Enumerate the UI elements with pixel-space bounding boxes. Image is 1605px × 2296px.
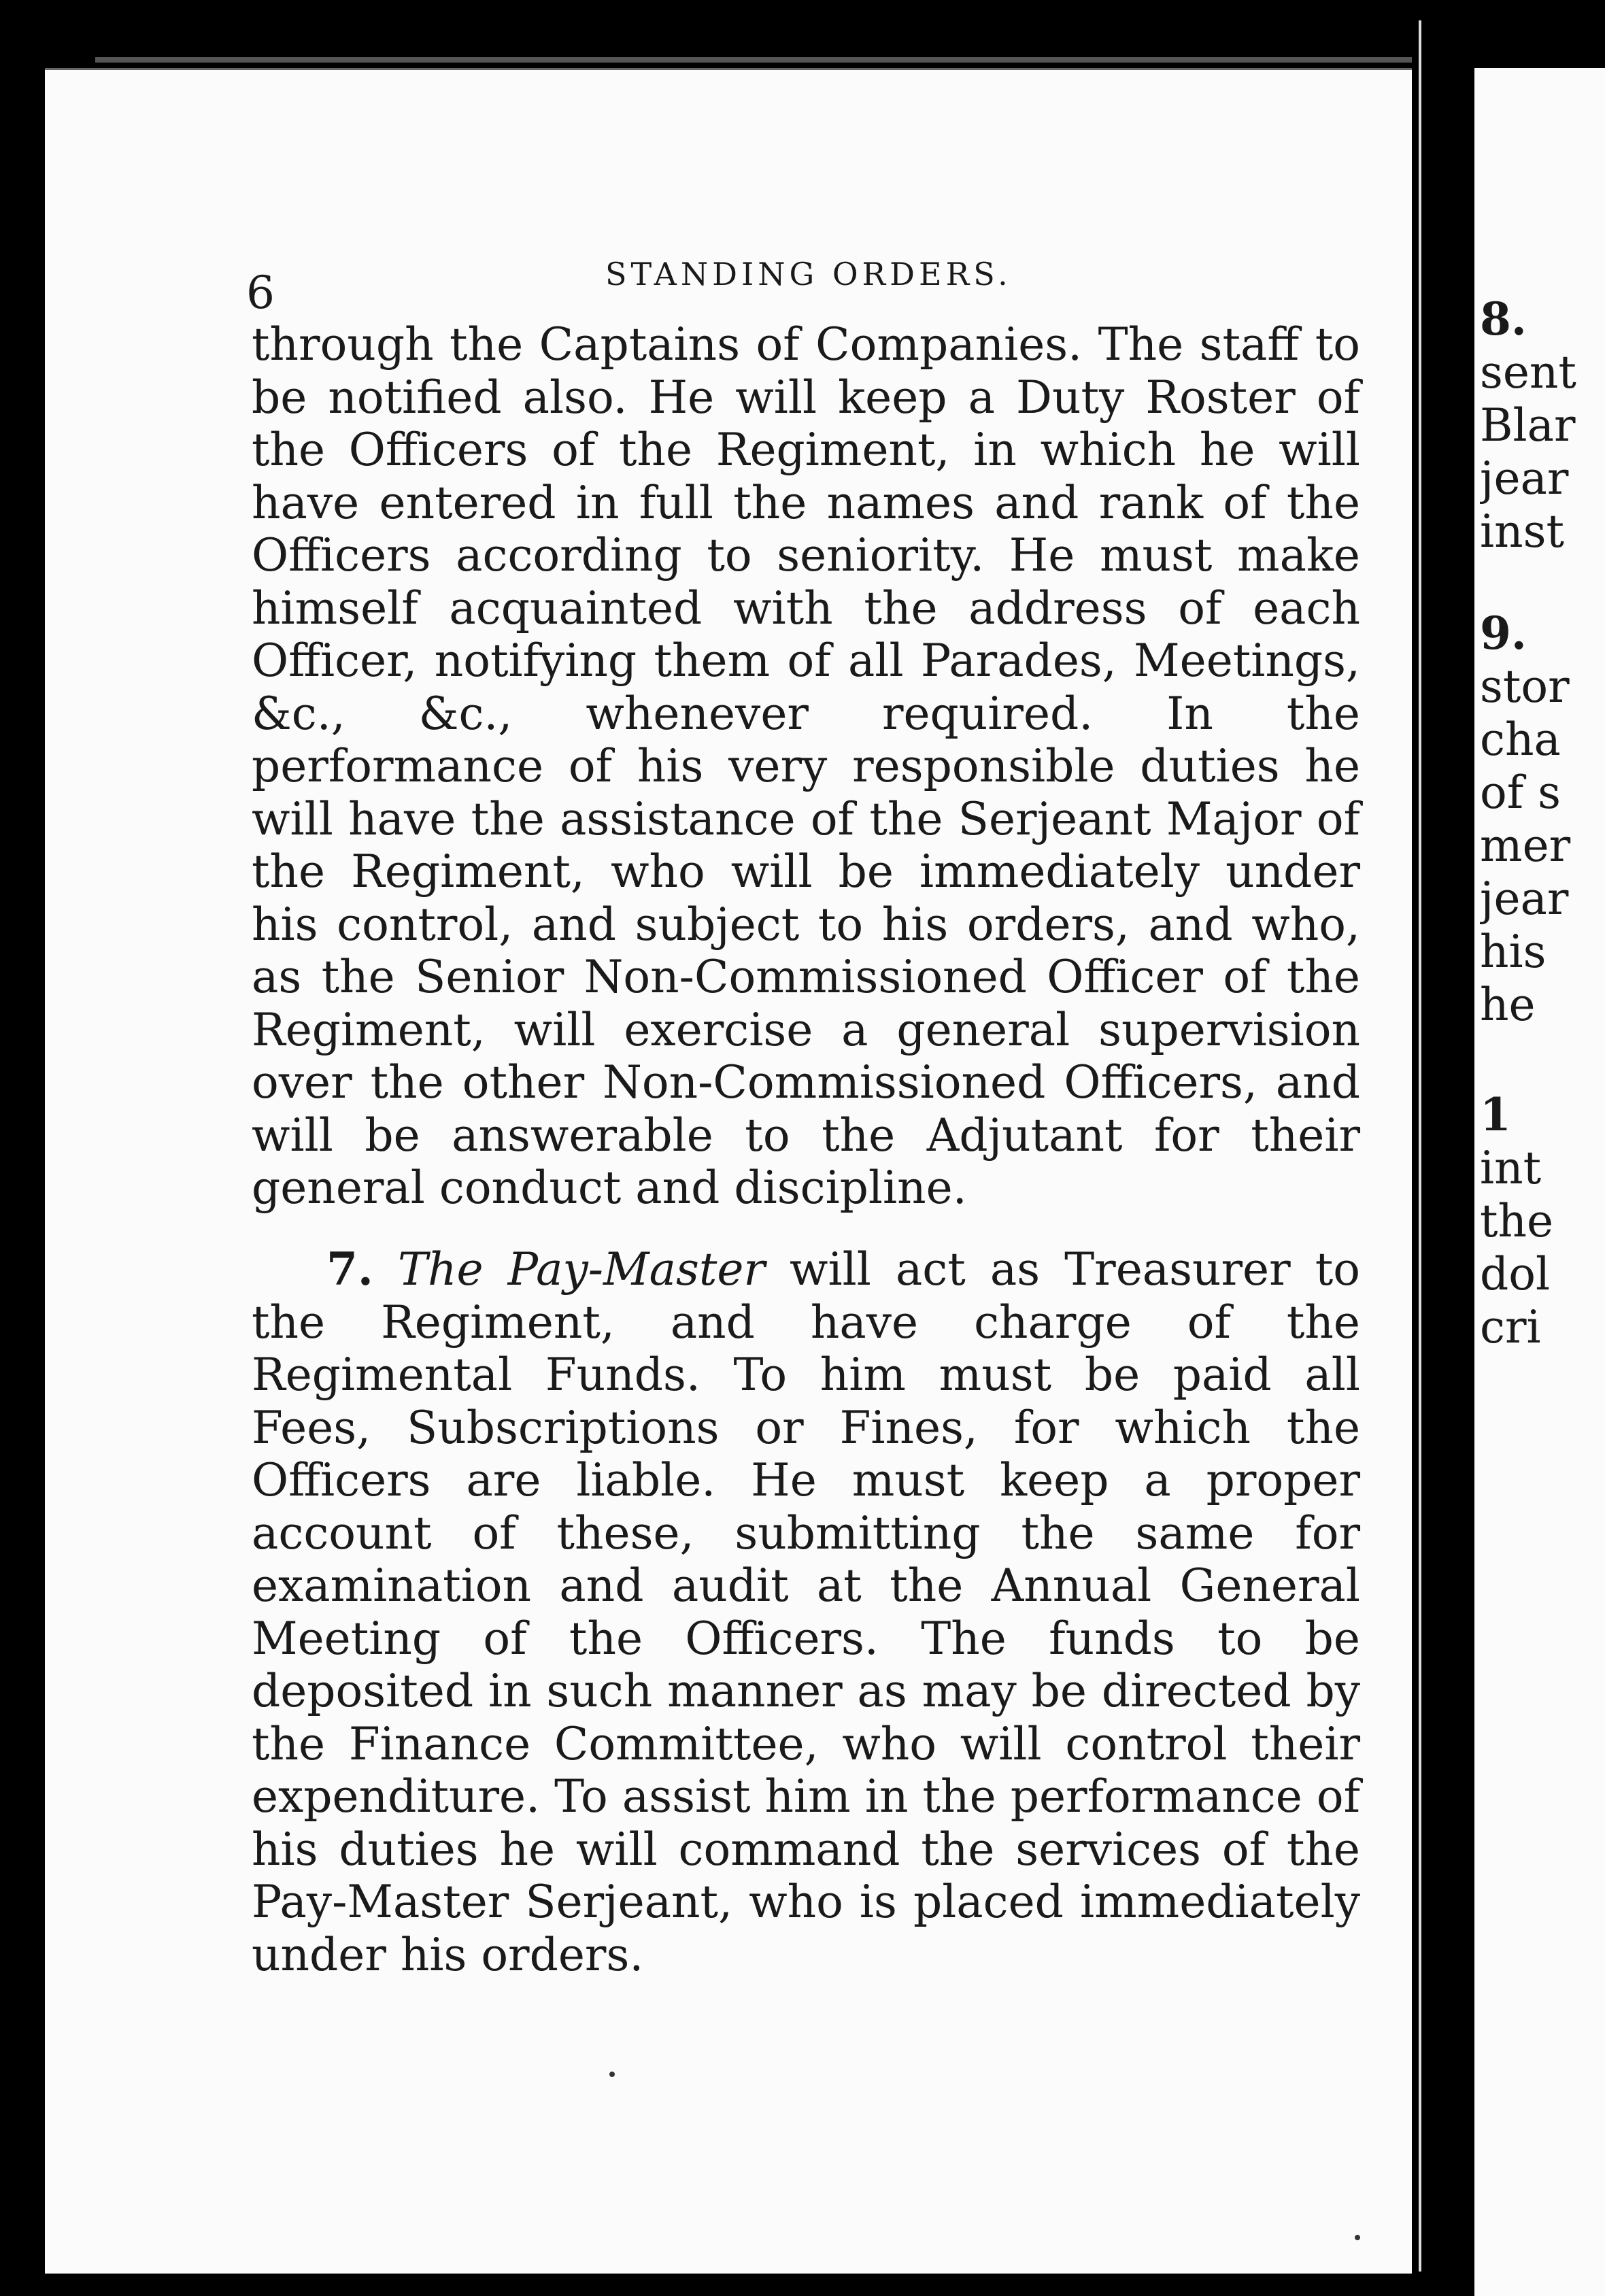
right-fragment-line: of s bbox=[1480, 766, 1561, 819]
right-fragment-line: jear bbox=[1480, 873, 1569, 925]
right-fragment-line: 9. bbox=[1480, 607, 1527, 660]
right-fragment-line: jear bbox=[1480, 452, 1569, 505]
right-fragment-line: 1 bbox=[1480, 1088, 1511, 1141]
right-fragment-line: stor bbox=[1480, 660, 1570, 713]
paragraph-heading: The Pay-Master bbox=[397, 1243, 765, 1296]
right-page-fragment-8 bbox=[1480, 292, 1605, 558]
page-number: 6 bbox=[246, 267, 275, 319]
right-fragment-line: 8. bbox=[1480, 292, 1527, 345]
spine-line bbox=[1419, 20, 1421, 2272]
right-fragment-line: dol bbox=[1480, 1248, 1551, 1300]
paragraph-pay-master bbox=[252, 1243, 1360, 1981]
ink-speck bbox=[1355, 2235, 1360, 2240]
running-title: STANDING ORDERS. bbox=[605, 256, 1012, 292]
right-fragment-line: mer bbox=[1480, 820, 1571, 872]
right-fragment-line: int bbox=[1480, 1142, 1542, 1194]
right-page-fragment-9 bbox=[1480, 607, 1605, 1032]
paragraph-body: will act as Treasurer to the Regiment, and have charge of the Regimental Funds. To him must be paid all Fees, Subscriptions or Fines, for which the Officers are liable. He must keep a proper account of these, submitting the same for examination and audit at the Annual General Meeting of the Officers. The funds to be deposited in such manner as may be directed by the Finance Committee, who will control their expenditure. To assist him in the performance of his duties he will command the services of the Pay-Master Serjeant, who is placed immediately under his orders. bbox=[252, 1243, 1361, 1981]
right-fragment-line: cha bbox=[1480, 713, 1561, 766]
right-fragment-line: sent bbox=[1480, 346, 1576, 399]
right-fragment-line: the bbox=[1480, 1195, 1554, 1247]
right-fragment-line: cri bbox=[1480, 1301, 1541, 1353]
ink-speck bbox=[609, 2072, 615, 2077]
right-fragment-line: his bbox=[1480, 926, 1547, 978]
right-fragment-line: he bbox=[1480, 979, 1536, 1031]
right-page-fragment-10 bbox=[1480, 1088, 1605, 1354]
right-fragment-line: Blar bbox=[1480, 399, 1576, 452]
paragraph-number: 7. bbox=[326, 1243, 373, 1296]
right-fragment-line: inst bbox=[1480, 505, 1565, 558]
paragraph-continuation: through the Captains of Companies. The staff to be notified also. He will keep a Duty Roster of the Officers of the Regiment, in which he will have entered in full the names and rank of the Officers according to seniority. He must make himself acquainted with the address of each Officer, notifying them of all Parades, Meetings, &c., &c., whenever required. In the performance of his very responsible duties he will have the assistance of the Serjeant Major of the Regiment, who will be immediately under his control, and subject to his orders, and who, as the Senior Non-Commissioned Officer of the Regiment, will exercise a general supervision over the other Non-Commissioned Officers, and will be answerable to the Adjutant for their general conduct and discipline. bbox=[252, 318, 1360, 1214]
page-top-border bbox=[95, 57, 1415, 63]
